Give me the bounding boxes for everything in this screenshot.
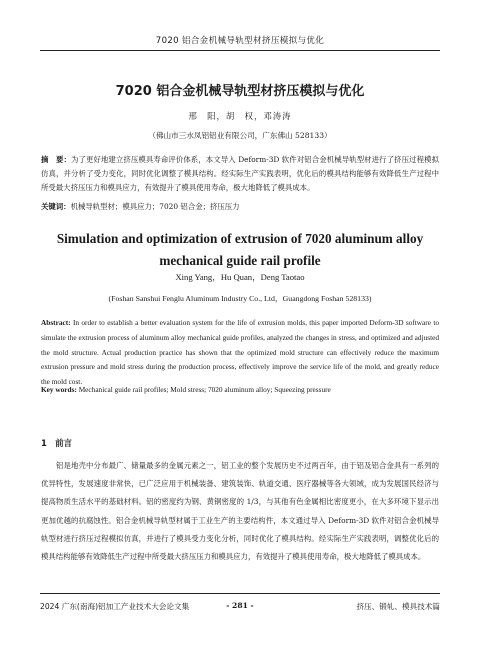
chinese-keywords [41, 201, 439, 212]
chinese-abstract [41, 153, 439, 195]
running-header: 7020 铝合金机械导轨型材挤压模拟与优化 [155, 36, 325, 46]
chinese-affiliation: （佛山市三水凤铝铝业有限公司，广东佛山 528133） [148, 131, 332, 140]
english-abstract [41, 316, 439, 390]
section-heading-introduction: 1 前言 [41, 438, 72, 448]
footer-section-name: 挤压、锻轧、模具技术篇 [356, 602, 440, 611]
chinese-keywords-text: 机械导轨型材；模具应力；7020 铝合金；挤压压力 [70, 202, 240, 211]
chinese-keywords-label: 关键词： [41, 202, 71, 211]
english-keywords-text: Mechanical guide rail profiles; Mold stress; 7020 aluminum alloy; Squeezing pressure [76, 385, 331, 394]
chinese-abstract-text: 为了更好地建立挤压模具寿命评价体系，本文导入 Deform-3D 软件对铝合金机械导轨型材进行了挤压过程模拟仿真，并分析了受力变化，同时优化调整了模具结构。经实际生产实践表明，优化后的模具结构能够有效降低生产过程中所受最大挤压压力和模具应力，有效提升了模具使用寿命，极大地降低了模具成本。 [41, 155, 439, 192]
chinese-abstract-label: 摘 要： [41, 155, 71, 164]
footer-proceedings: 2024 广东(南海)铝加工产业技术大会论文集 [40, 602, 190, 611]
english-title-line-2: mechanical guide rail profile [159, 253, 321, 268]
chinese-authors: 邢 阳，胡 权，邓涛涛 [188, 111, 292, 121]
header-rule [40, 50, 440, 51]
english-title-line-1: Simulation and optimization of extrusion of 7020 aluminum alloy [56, 231, 424, 246]
footer-rule [40, 593, 440, 594]
chinese-title: 7020 铝合金机械导轨型材挤压模拟与优化 [115, 84, 365, 99]
english-keywords [41, 385, 439, 394]
english-affiliation: (Foshan Sanshui Fenglu Aluminum Industry Co., Ltd，Guangdong Foshan 528133) [108, 294, 372, 303]
english-title [40, 228, 440, 272]
introduction-paragraph: 铝是地壳中分布最广、储量最多的金属元素之一，铝工业的整个发展历史不过两百年，由于铝及铝合金具有一系列的优异特性，发展速度非常快，已广泛应用于机械装备、建筑装饰、轨道交通、医疗器械等各大领域，成为发展国民经济与提高物质生活水平的基础材料。铝的密度约为钢、黄铜密度的 1/3，与其他有色金属相比密度更小，在大多环境下显示出更加优越的抗腐蚀性。铝合金机械导轨型材属于工业生产的主要结构件，本文通过导入 Deform-3D 软件对铝合金机械导轨型材进行挤压过程模拟仿真，并进行了模具受力变化分析，同时优化了模具结构。经实际生产实践表明，调整优化后的模具结构能够有效降低生产过程中所受最大挤压压力和模具应力，有效提升了模具使用寿命，极大地降低了模具成本。 [41, 461, 439, 562]
english-authors: Xing Yang，Hu Quan，Deng Taotao [175, 272, 305, 282]
english-abstract-label: Abstract: [41, 318, 71, 327]
english-keywords-label: Key words: [41, 385, 77, 394]
english-abstract-text: In order to establish a better evaluation system for the life of extrusion molds, this paper imported Deform-3D software to simulate the extrusion process of aluminum alloy mechanical guide profiles, analyzed the changes in stress, and optimized and adjusted the mold structure. Actual production practice has shown that the optimized mold structure can effectively reduce the maximum extrusion pressure and mold stress during the production process, effectively improve the service life of the mold, and greatly reduce the mold cost. [41, 318, 439, 387]
page-number: - 281 - [226, 601, 254, 610]
